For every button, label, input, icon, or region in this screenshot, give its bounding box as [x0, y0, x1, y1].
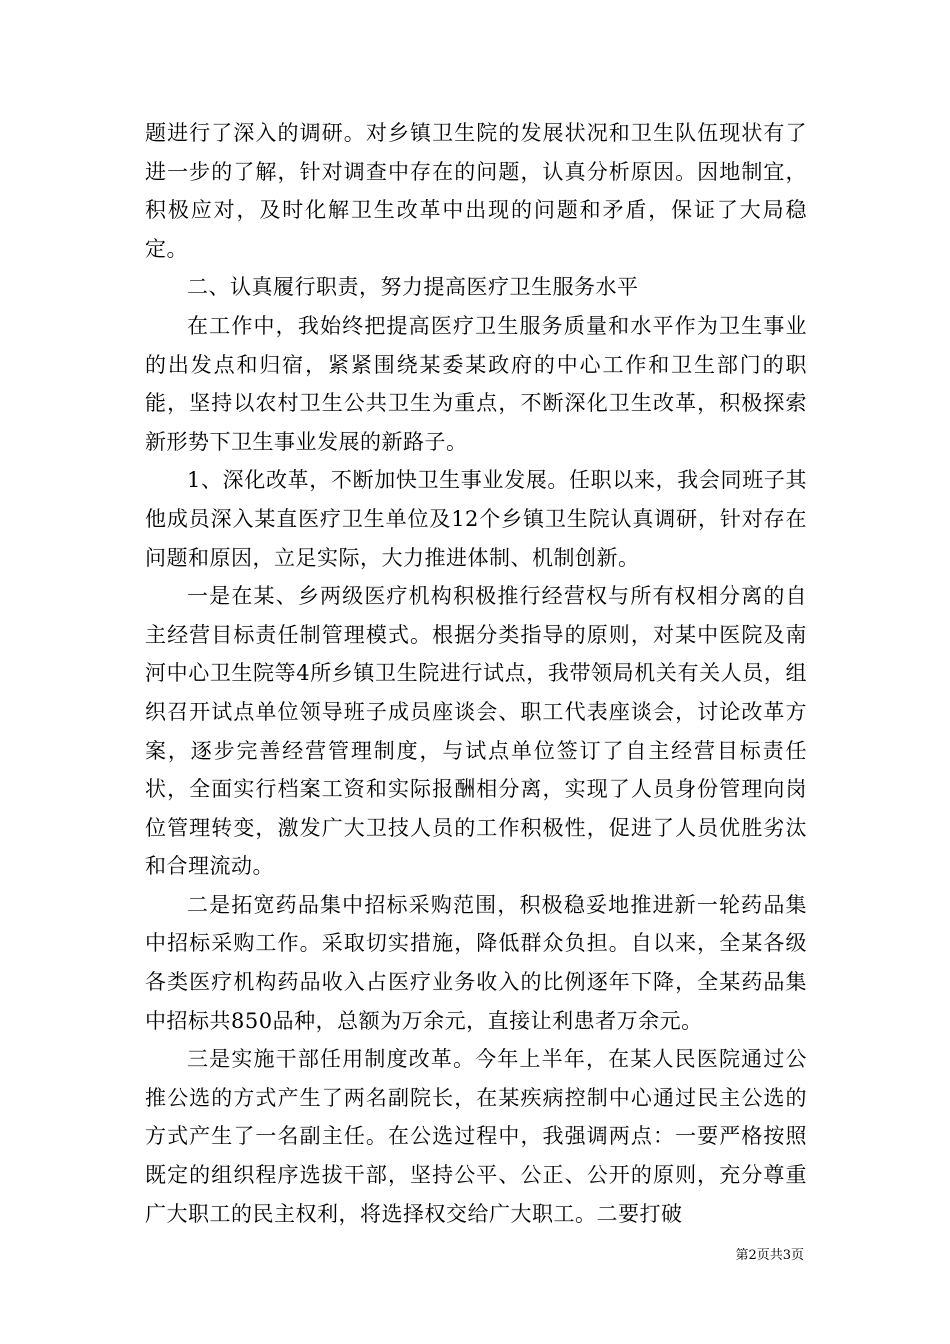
paragraph: 1、深化改革，不断加快卫生事业发展。任职以来，我会同班子其他成员深入某直医疗卫生单位及12个乡镇卫生院认真调研，针对存在问题和原因，立足实际，大力推进体制、机制创新。 [145, 468, 807, 570]
paragraph: 二是拓宽药品集中招标采购范围，积极稳妥地推进新一轮药品集中招标采购工作。采取切实措施，降低群众负担。自以来，全某各级各类医疗机构药品收入占医疗业务收入的比例逐年下降，全某药品集中招标共850品种，总额为万余元，直接让利患者万余元。 [145, 892, 807, 1033]
page-number: 第2页共3页 [735, 1248, 804, 1263]
document-body [145, 114, 807, 1233]
paragraph: 在工作中，我始终把提高医疗卫生服务质量和水平作为卫生事业的出发点和归宿，紧紧围绕某委某政府的中心工作和卫生部门的职能，坚持以农村卫生公共卫生为重点，不断深化卫生改革，积极探索新形势下卫生事业发展的新路子。 [145, 313, 807, 454]
paragraph: 一是在某、乡两级医疗机构积极推行经营权与所有权相分离的自主经营目标责任制管理模式。根据分类指导的原则，对某中医院及南河中心卫生院等4所乡镇卫生院进行试点，我带领局机关有关人员，组织召开试点单位领导班子成员座谈会、职工代表座谈会，讨论改革方案，逐步完善经营管理制度，与试点单位签订了自主经营目标责任状，全面实行档案工资和实际报酬相分离，实现了人员身份管理向岗位管理转变，激发广大卫技人员的工作积极性，促进了人员优胜劣汰和合理流动。 [145, 584, 807, 879]
section-heading: 二、认真履行职责，努力提高医疗卫生服务水平 [187, 275, 639, 300]
paragraph: 三是实施干部任用制度改革。今年上半年，在某人民医院通过公推公选的方式产生了两名副院长，在某疾病控制中心通过民主公选的方式产生了一名副主任。在公选过程中，我强调两点：一要严格按照既定的组织程序选拔干部，坚持公平、公正、公开的原则，充分尊重广大职工的民主权利，将选择权交给广大职工。二要打破 [145, 1047, 807, 1226]
paragraph-continued: 题进行了深入的调研。对乡镇卫生院的发展状况和卫生队伍现状有了进一步的了解，针对调查中存在的问题，认真分析原因。因地制宜，积极应对，及时化解卫生改革中出现的问题和矛盾，保证了大局稳定。 [145, 121, 807, 261]
